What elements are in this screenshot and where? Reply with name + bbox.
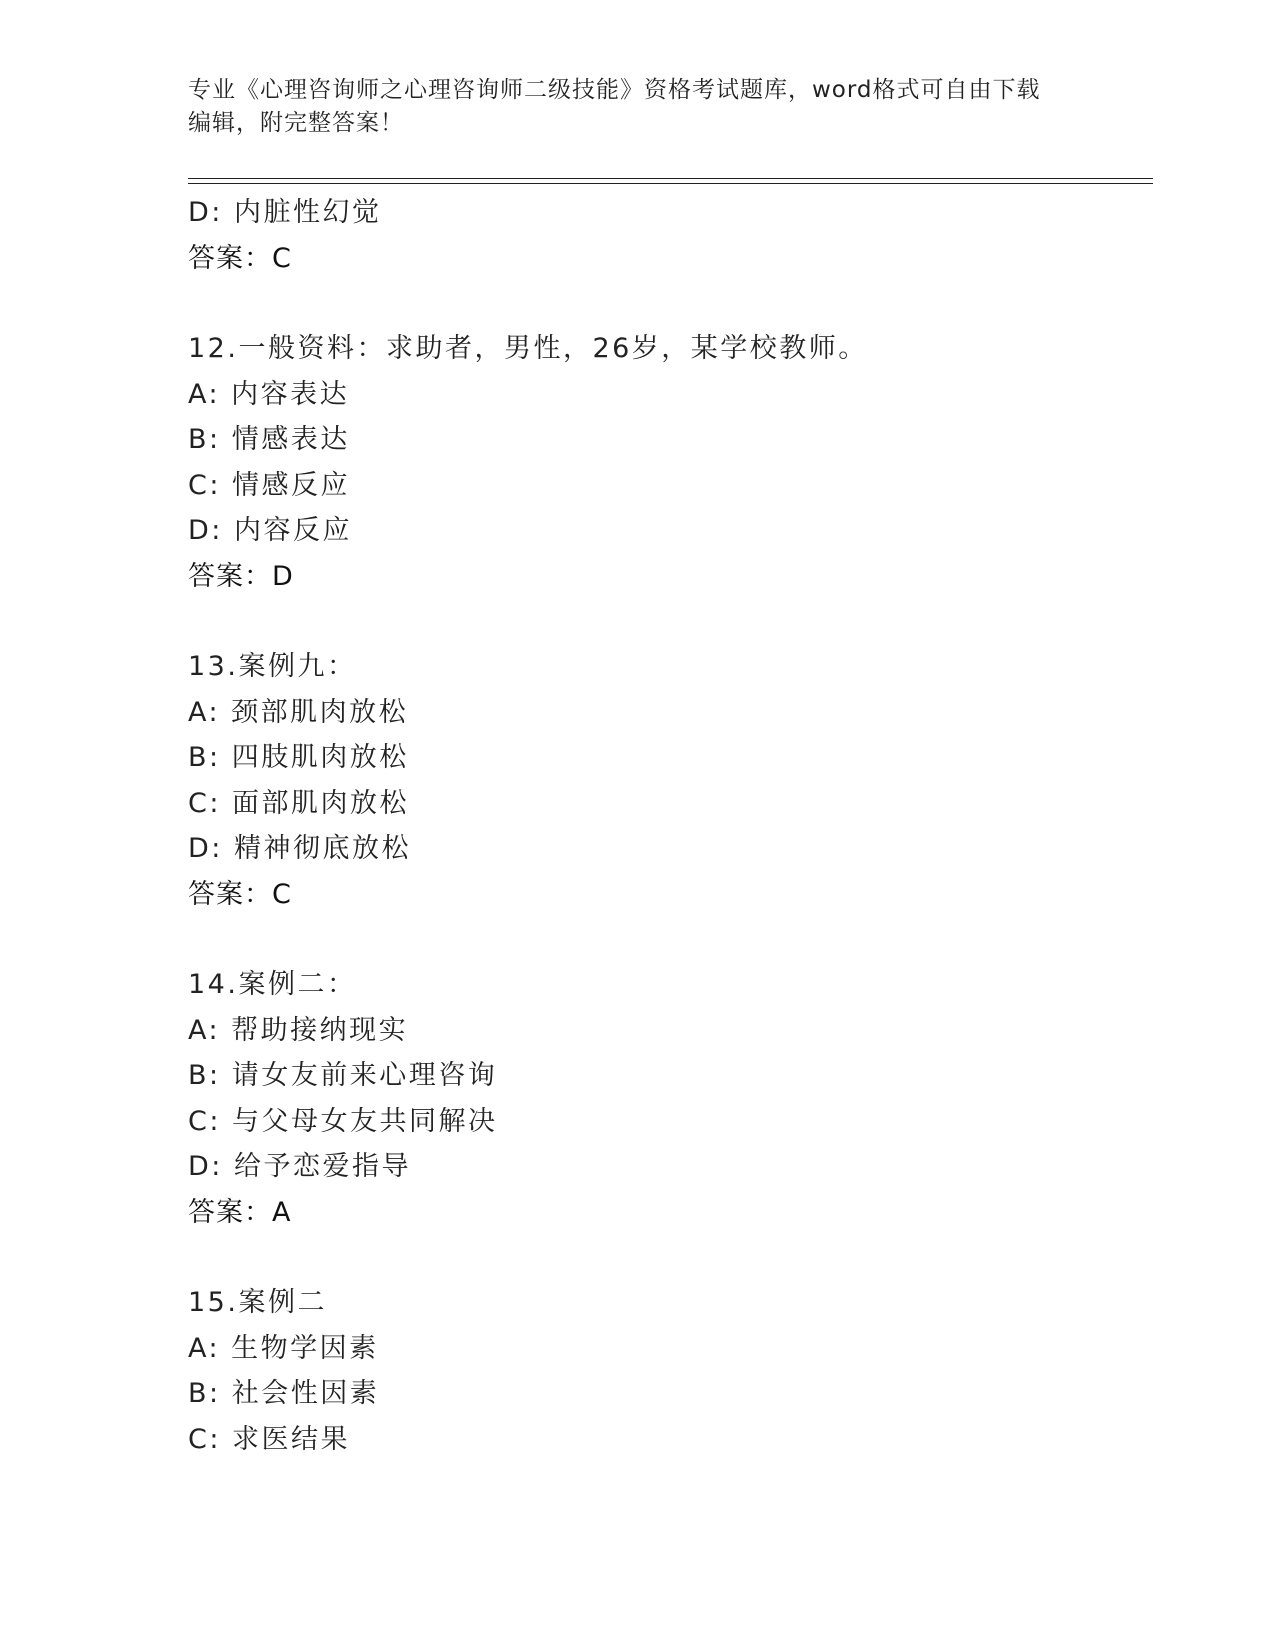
answer-line: 答案：C	[188, 242, 292, 274]
option-a: A: 帮助接纳现实	[188, 1014, 409, 1046]
option-b: B: 四肢肌肉放松	[188, 742, 409, 773]
option-a: A: 内容表达	[188, 378, 350, 410]
spacer	[188, 599, 1148, 644]
question-text: 14.案例二：	[188, 969, 357, 1000]
option-a: A: 生物学因素	[188, 1332, 379, 1364]
answer-line: 答案：C	[188, 878, 292, 910]
option-d: D: 给予恋爱指导	[188, 1151, 411, 1182]
question-list	[188, 190, 1148, 1462]
question-block	[188, 962, 1148, 1235]
spacer	[188, 917, 1148, 962]
question-block	[188, 644, 1148, 917]
option-a: A: 颈部肌肉放松	[188, 696, 409, 728]
option-c: C: 与父母女友共同解决	[188, 1105, 498, 1137]
spacer	[188, 1235, 1148, 1280]
document-header	[188, 74, 1068, 140]
question-block	[188, 326, 1148, 599]
question-block	[188, 1280, 1148, 1462]
question-text: 13.案例九：	[188, 651, 357, 682]
question-block	[188, 190, 1148, 281]
option-b: B: 社会性因素	[188, 1378, 380, 1409]
option-d: D: 内脏性幻觉	[188, 197, 382, 228]
header-line-2: 编辑，附完整答案！	[188, 110, 404, 136]
header-divider-top	[188, 178, 1153, 179]
option-d: D: 精神彻底放松	[188, 833, 411, 864]
option-c: C: 求医结果	[188, 1423, 351, 1455]
option-d: D: 内容反应	[188, 515, 352, 546]
option-b: B: 情感表达	[188, 424, 350, 455]
header-line-1: 专业《心理咨询师之心理咨询师二级技能》资格考试题库，word格式可自由下载	[188, 77, 1041, 103]
answer-line: 答案：A	[188, 1196, 292, 1228]
option-c: C: 情感反应	[188, 469, 351, 501]
option-b: B: 请女友前来心理咨询	[188, 1060, 498, 1091]
header-divider-bottom	[188, 183, 1153, 184]
answer-line: 答案：D	[188, 560, 294, 592]
question-text: 15.案例二	[188, 1287, 327, 1318]
spacer	[188, 281, 1148, 326]
question-text: 12.一般资料：求助者，男性，26岁，某学校教师。	[188, 333, 868, 364]
option-c: C: 面部肌肉放松	[188, 787, 410, 819]
